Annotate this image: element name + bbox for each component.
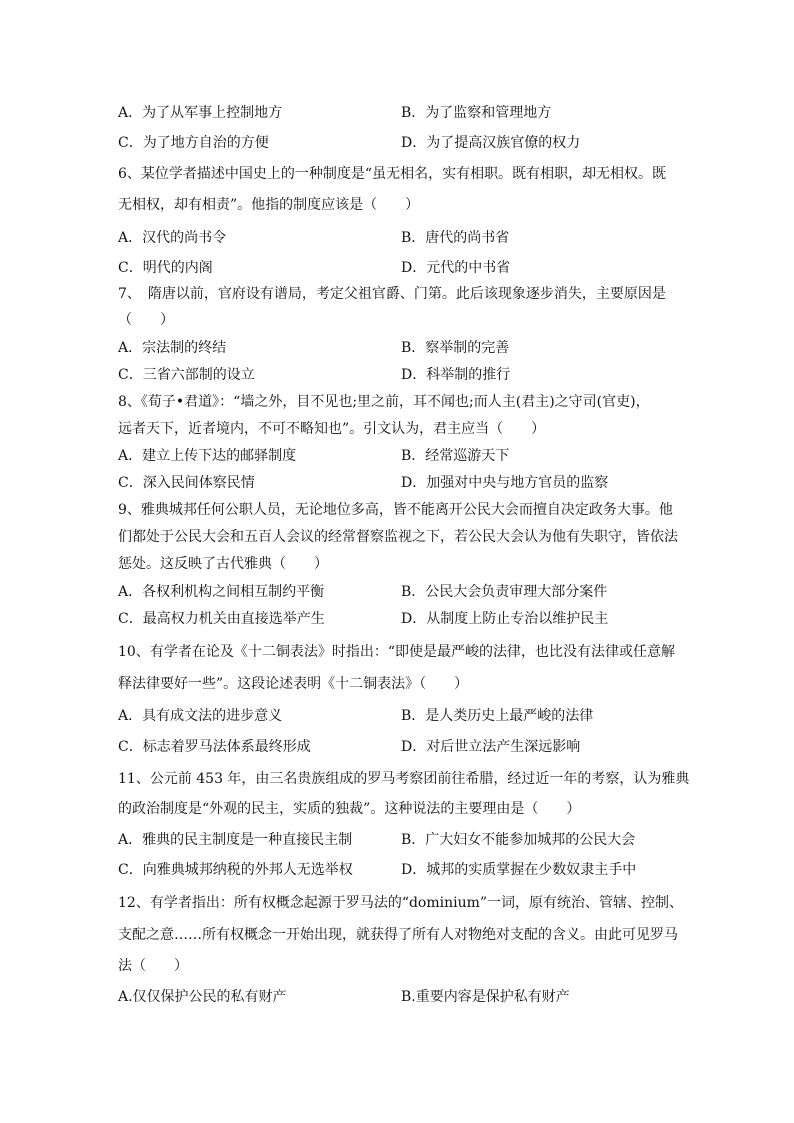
q9-stem-line-2: 们都处于公民大会和五百人会议的经常督察监视之下，若公民大会认为他有失职守，皆依法: [118, 529, 678, 545]
q7-stem-line-2: （ ）: [118, 312, 174, 328]
q11-stem-line-2: 的政治制度是“外观的民主，实质的独裁”。这种说法的主要理由是（ ）: [118, 801, 581, 817]
q7-option-d: D．科举制的推行: [401, 367, 511, 383]
q10-option-b: B．是人类历史上最严峻的法律: [401, 708, 594, 724]
q12-stem-line-2: 支配之意……所有权概念一开始出现，就获得了所有人对物绝对支配的含义。由此可见罗马: [118, 927, 678, 943]
q6-stem-line-1: 6、某位学者描述中国史上的一种制度是“虽无相名，实有相职。既有相职，却无相权。既: [118, 166, 667, 182]
q8-stem-line-1: 8、《荀子•君道》：“墙之外，目不见也;里之前，耳不闻也;而人主(君主)之守司(官吏)，: [118, 394, 650, 410]
q11-option-c: C．向雅典城邦纳税的外邦人无选举权: [118, 862, 353, 878]
q10-option-d: D．对后世立法产生深远影响: [401, 739, 581, 755]
q9-option-b: B．公民大会负责审理大部分案件: [401, 584, 608, 600]
q9-option-c: C．最高权力机关由直接选举产生: [118, 611, 325, 627]
q12-option-b: B.重要内容是保护私有财产: [401, 989, 570, 1005]
q11-option-b: B．广大妇女不能参加城邦的公民大会: [401, 832, 636, 848]
q11-option-d: D．城邦的实质掌握在少数奴隶主手中: [401, 862, 637, 878]
q8-option-b: B．经常巡游天下: [401, 448, 510, 464]
q9-option-a: A．各权利机构之间相互制约平衡: [118, 584, 325, 600]
q10-stem-line-1: 10、有学者在论及《十二铜表法》时指出：“即使是最严峻的法律，也比没有法律或任意解: [118, 644, 675, 660]
q7-option-b: B．察举制的完善: [401, 340, 510, 356]
q11-option-a: A．雅典的民主制度是一种直接民主制: [118, 832, 353, 848]
q5-option-b: B．为了监察和管理地方: [401, 105, 552, 121]
q5-option-a: A．为了从军事上控制地方: [118, 105, 283, 121]
q10-option-a: A．具有成文法的进步意义: [118, 708, 283, 724]
q8-option-a: A．建立上传下达的邮驿制度: [118, 448, 297, 464]
q5-option-c: C．为了地方自治的方便: [118, 135, 269, 151]
q6-stem-line-2: 无相权，却有相责”。他指的制度应该是（ ）: [118, 197, 420, 213]
q9-stem-line-1: 9、雅典城邦任何公职人员，无论地位多高，皆不能离开公民大会而擅自决定政务大事。他: [118, 502, 673, 518]
q8-stem-line-2: 远者天下，近者境内，不可不略知也”。引文认为，君主应当（ ）: [118, 421, 546, 437]
q8-option-d: D．加强对中央与地方官员的监察: [401, 475, 609, 491]
q10-option-c: C．标志着罗马法体系最终形成: [118, 739, 311, 755]
q12-stem-line-1: 12、有学者指出：所有权概念起源于罗马法的“dominium”一词，原有统治、管辖、控制、: [118, 895, 684, 911]
q11-stem-line-1: 11、公元前 453 年，由三名贵族组成的罗马考察团前往希腊，经过近一年的考察，认为雅典: [118, 771, 690, 787]
q6-option-d: D．元代的中书省: [401, 260, 511, 276]
q6-option-a: A．汉代的尚书令: [118, 230, 227, 246]
q12-stem-line-3: 法（ ）: [118, 958, 188, 974]
q6-option-b: B．唐代的尚书省: [401, 230, 510, 246]
q12-option-a: A.仅仅保护公民的私有财产: [118, 989, 287, 1005]
q8-option-c: C．深入民间体察民情: [118, 475, 255, 491]
q9-option-d: D．从制度上防止专治以维护民主: [401, 611, 609, 627]
q5-option-d: D．为了提高汉族官僚的权力: [401, 135, 581, 151]
q7-stem-line-1: 7、 隋唐以前，官府设有谱局，考定父祖官爵、门第。此后该现象逐步消失，主要原因是: [118, 286, 666, 302]
q6-option-c: C．明代的内阁: [118, 260, 213, 276]
q9-stem-line-3: 惩处。这反映了古代雅典（ ）: [118, 556, 328, 572]
q10-stem-line-2: 释法律要好一些”。这段论述表明《十二铜表法》（ ）: [118, 676, 469, 692]
q7-option-a: A．宗法制的终结: [118, 340, 227, 356]
q7-option-c: C．三省六部制的设立: [118, 367, 255, 383]
